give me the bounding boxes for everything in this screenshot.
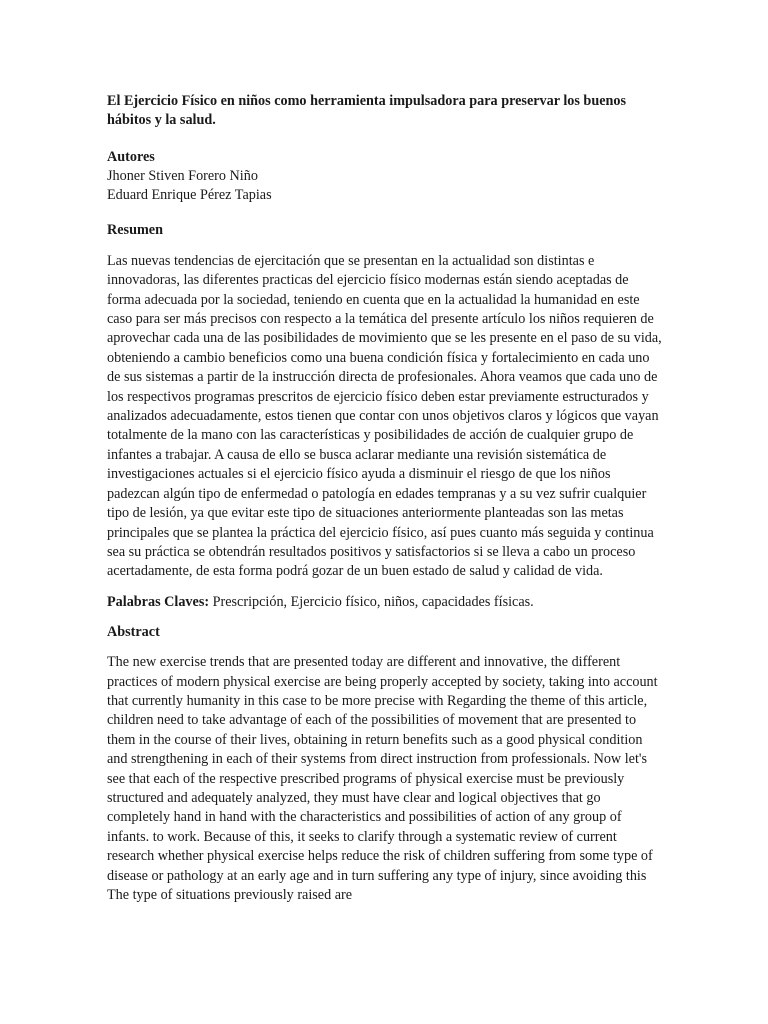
authors-section — [107, 148, 663, 206]
authors-heading: Autores — [107, 149, 155, 165]
keywords-label: Palabras Claves: — [107, 593, 210, 610]
paper-title: El Ejercicio Físico en niños como herramienta impulsadora para preservar los buenos hábitos y la salud. — [107, 93, 627, 128]
abstract-heading: Abstract — [107, 624, 160, 641]
paper-page — [107, 92, 663, 905]
resumen-heading: Resumen — [107, 221, 163, 238]
author-2: Eduard Enrique Pérez Tapias — [107, 187, 272, 204]
author-1: Jhoner Stiven Forero Niño — [107, 168, 258, 184]
abstract-body: The new exercise trends that are presented today are different and innovative, the different practices of modern physical exercise are being properly accepted by society, taking into account that currently humanity in this case to be more precise with Regarding the theme of this article, children need to take advantage of each of the possibilities of movement that are presented to them in the course of their lives, obtaining in return benefits such as a good physical condition and strengthening in each of their systems from direct instruction from professionals. Now let's see that each of the respective prescribed programs of physical exercise must be previously structured and adequately analyzed, they must have clear and logical objectives that go completely hand in hand with the characteristics and possibilities of action of any group of infants. to work. Because of this, it seeks to clarify through a systematic review of current research whether physical exercise helps reduce the risk of children suffering from some type of disease or pathology at an early age and in turn suffering any type of injury, since avoiding this The type of situations previously raised are — [107, 654, 658, 903]
keywords-line — [107, 593, 663, 612]
resumen-body: Las nuevas tendencias de ejercitación que se presentan en la actualidad son distintas e innovadoras, las diferentes practicas del ejercicio físico modernas están siendo aceptadas de forma adecuada por la sociedad, teniendo en cuenta que en la actualidad la humanidad en este caso para ser más precisos con respecto a la temática del presente artículo los niños requieren de aprovechar cada una de las posibilidades de movimiento que se les presente en el paso de su vida, obteniendo a cambio beneficios como una buena condición física y fortalecimiento en cada uno de sus sistemas a partir de la instrucción directa de profesionales. Ahora veamos que cada uno de los respectivos programas prescritos de ejercicio físico deben estar previamente estructurados y analizados adecuadamente, estos tienen que contar con unos objetivos claros y lógicos que vayan totalmente de la mano con las características y posibilidades de acción de cualquier grupo de infantes a trabajar. A causa de ello se busca aclarar mediante una revisión sistemática de investigaciones actuales si el ejercicio físico ayuda a disminuir el riesgo de que los niños padezcan algún tipo de enfermedad o patología en edades tempranas y a su vez sufrir cualquier tipo de lesión, ya que evitar este tipo de situaciones anteriormente planteadas son las metas principales que se plantea la práctica del ejercicio físico, así pues cuanto más seguida y continua sea su práctica se obtendrán resultados positivos y satisfactorios si se lleva a cabo un proceso acertadamente, de esta forma podrá gozar de un buen estado de salud y calidad de vida. — [107, 252, 662, 580]
keywords-text: Prescripción, Ejercicio físico, niños, capacidades físicas. — [209, 593, 534, 610]
